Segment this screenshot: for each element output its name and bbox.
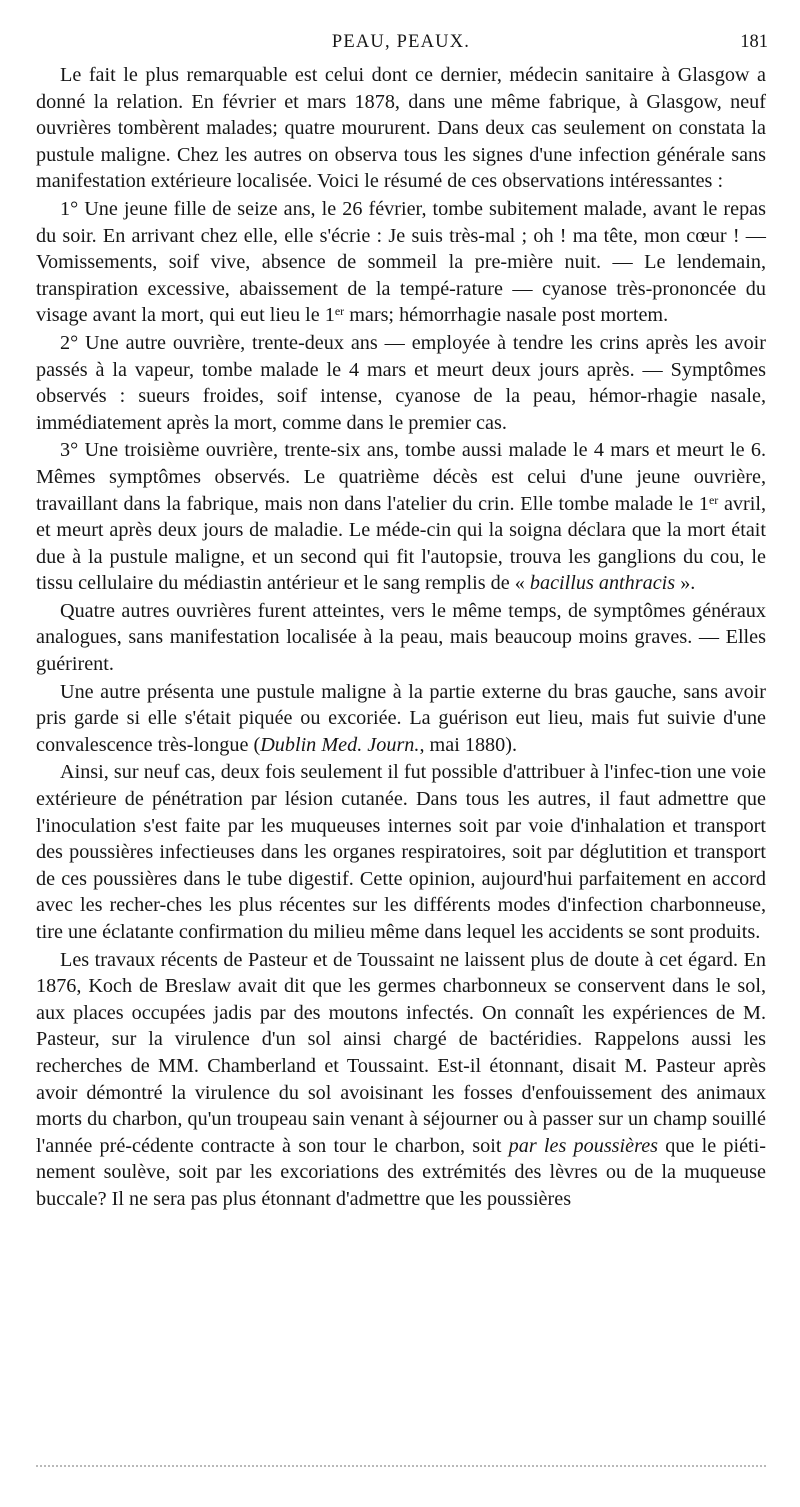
text-run: Le fait le plus remarquable est celui dont ce dernier, médecin sanitaire à Glasgow a donné la relation. En février et mars 1878, dans une même fabrique, à Glasgow, neuf ouvrières tombèrent malades; quatre moururent. Dans deux cas seulement on constata la pustule maligne. Chez les autres on observa tous les signes d'une infection générale sans manifestation extérieure localisée. Voici le résumé de ces observations intéressantes : [36,64,766,193]
running-header [36,26,766,62]
paragraph [36,679,766,759]
text-run: 1° Une jeune fille de seize ans, le 26 février, tombe subitement malade, avant le repas du soir. En arrivant chez elle, elle s'écrie : Je suis très-mal ; oh ! ma tête, mon cœur ! — Vomissements, soif vive, absence de sommeil la pre-mière nuit. — Le lendemain, transpiration excessive, abaissement de la tempé-rature — cyanose très-prononcée du visage avant la mort, qui eut lieu le 1 [36,197,766,327]
text-run: , mai 1880). [419,733,517,756]
article-body [36,62,766,1213]
paragraph [36,947,766,1213]
text-run: 3° Une troisième ouvrière, trente-six ans, tombe aussi malade le 4 mars et meurt le 6. Mêmes symptômes observés. Le quatrième décès est celui d'une jeune ouvrière, travaillant dans la fabrique, mais non dans l'atelier du crin. Elle tombe malade le 1 [36,439,766,515]
page [36,26,766,1213]
text-run: Quatre autres ouvrières furent atteintes, vers le même temps, de symptômes généraux analogues, sans manifestation localisée à la peau, mais beaucoup moins graves. — Elles guérirent. [36,599,766,676]
text-run: Les travaux récents de Pasteur et de Toussaint ne laissent plus de doute à cet égard. En 1876, Koch de Breslaw avait dit que les germes charbonneux se conservent dans le sol, aux places occupées jadis par des moutons infectés. On connaît les expériences de M. Pasteur, sur la virulence d'un sol ainsi chargé de bactéridies. Rappelons aussi les recherches de MM. Chamberland et Toussaint. Est-il étonnant, disait M. Pasteur après avoir démontré la virulence du sol avoisinant les fosses d'enfouissement des animaux morts du charbon, qu'un troupeau sain venant à séjourner ou à passer sur un champ souillé l'année pré-cédente contracte à son tour le charbon, soit [36,948,766,1157]
text-run: ». [675,572,696,595]
text-run: mars; hémorrhagie nasale post mortem. [344,304,669,327]
text-run: Ainsi, sur neuf cas, deux fois seulement il fut possible d'attribuer à l'infec-tion une voie extérieure de pénétration par lésion cutanée. Dans tous les autres, il faut admettre que l'inoculation s'est faite par les muqueuses internes soit par voie d'inhalation et transport des poussières infectieuses dans les organes respiratoires, soit par déglutition et transport de ces poussières dans le tube digestif. Cette opinion, aujourd'hui parfaitement en accord avec les recher-ches les plus récentes sur les différents modes d'infection charbonneuse, tire une éclatante confirmation du milieu même dans lequel les accidents se sont produits. [36,761,766,943]
italic-text: Dublin Med. Journ. [260,733,420,756]
superscript: er [708,492,719,507]
italic-text: par les poussières [508,1134,659,1157]
running-title: PEAU, PEAUX. [331,32,471,52]
bottom-dotted-rule [36,1465,766,1473]
paragraph [36,598,766,678]
text-run: avril, et meurt après deux jours de maladie. Le méde-cin qui la soigna déclara que la mort était due à la pustule maligne, et un second qui fit l'autopsie, trouva les ganglions du cou, le tissu cellulaire du médiastin antérieur et le sang remplis de « [36,492,766,595]
text-run: 2° Une autre ouvrière, trente-deux ans — employée à tendre les crins après les avoir passés à la vapeur, tombe malade le 4 mars et meurt deux jours après. — Symptômes observés : sueurs froides, soif intense, cyanose de la peau, hémor-rhagie nasale, immédiatement après la mort, comme dans le premier cas. [36,331,766,434]
paragraph [36,62,766,195]
paragraph [36,759,766,945]
text-run: Une autre présenta une pustule maligne à la partie externe du bras gauche, sans avoir pris garde si elle s'était piquée ou excoriée. La guérison eut lieu, mais fut suivie d'une convalescence très-longue ( [36,680,766,756]
text-run: que le piéti-nement soulève, soit par les excoriations des extrémités des lèvres ou de la muqueuse buccale? Il ne sera pas plus étonnant d'admettre que les poussières [36,1134,766,1210]
paragraph [36,330,766,436]
italic-text: bacillus anthracis [529,572,676,595]
paragraph [36,196,766,329]
superscript: er [334,304,345,319]
page-number: 181 [740,32,768,52]
paragraph [36,437,766,597]
